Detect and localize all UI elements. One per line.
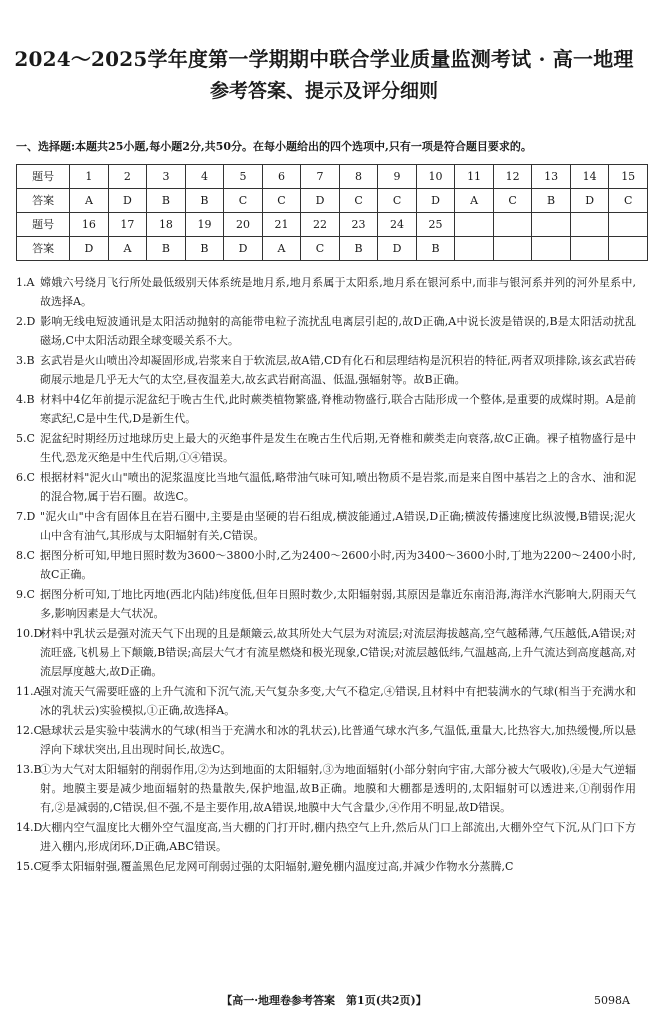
- question-answer-number: 3.B: [16, 354, 35, 367]
- paper-code: 5098A: [594, 994, 630, 1007]
- explanation-item: [16, 429, 636, 467]
- answer-table-cell: [532, 237, 571, 261]
- answer-table-cell: 18: [147, 213, 186, 237]
- answer-table-cell: C: [301, 237, 340, 261]
- answer-table-cell: 8: [339, 165, 378, 189]
- explanation-text: 嫦娥六号绕月飞行所处最低级别天体系统是地月系,地月系属于太阳系,地月系在银河系中,而非与银河系并列的河外星系中,故选择A。: [40, 276, 636, 308]
- question-answer-number: 2.D: [16, 315, 36, 328]
- question-answer-number: 13.B: [16, 763, 42, 776]
- question-answer-number: 6.C: [16, 471, 35, 484]
- answer-table-cell: C: [224, 189, 263, 213]
- page-footer: 【高一·地理卷参考答案 第1页(共2页)】: [221, 994, 427, 1007]
- question-answer-number: 11.A: [16, 685, 42, 698]
- question-answer-number: 1.A: [16, 276, 35, 289]
- answer-table-cell: [609, 237, 648, 261]
- answer-table-cell: D: [108, 189, 147, 213]
- answer-table-cell: 24: [378, 213, 417, 237]
- explanation-item: [16, 624, 636, 681]
- explanation-item: [16, 585, 636, 623]
- answer-table-cell: 17: [108, 213, 147, 237]
- answer-table-cell: 6: [262, 165, 301, 189]
- answer-table-cell: B: [532, 189, 571, 213]
- answer-table-cell: [570, 213, 609, 237]
- explanation-text: 泥盆纪时期经历过地球历史上最大的灭绝事件是发生在晚古生代后期,无脊椎和蕨类走向衰落,故C正确。裸子植物盛行是中生代,恐龙灭绝是中生代后期,①④错误。: [40, 432, 636, 464]
- explanation-text: 强对流天气需要旺盛的上升气流和下沉气流,天气复杂多变,大气不稳定,④错误,且材料中有把装满水的气球(相当于充满水和冰的乳状云)实验模拟,①正确,故选择A。: [40, 685, 636, 717]
- answer-table-cell: 1: [70, 165, 109, 189]
- answer-table-cell: [455, 237, 494, 261]
- answer-table-row: [17, 189, 648, 213]
- answer-table-cell: C: [378, 189, 417, 213]
- answer-table-cell: C: [339, 189, 378, 213]
- answer-table-cell: [609, 213, 648, 237]
- question-answer-number: 7.D: [16, 510, 36, 523]
- explanation-text: 据图分析可知,丁地比丙地(西北内陆)纬度低,但年日照时数少,太阳辐射弱,其原因是靠近东南沿海,海洋水汽影响大,阴雨天气多,影响因素是大气状况。: [40, 588, 636, 620]
- answer-table-cell: B: [185, 189, 224, 213]
- answer-table-cell: B: [185, 237, 224, 261]
- answer-table-cell: 13: [532, 165, 571, 189]
- answer-table-cell: [493, 237, 532, 261]
- explanation-text: 影响无线电短波通讯是太阳活动抛射的高能带电粒子流扰乱电离层引起的,故D正确,A中说长波是错误的,B是太阳活动扰乱磁场,C中太阳活动跟全球变暖关系不大。: [40, 315, 636, 347]
- explanation-item: [16, 818, 636, 856]
- explanation-text: 大棚内空气温度比大棚外空气温度高,当大棚的门打开时,棚内热空气上升,然后从门口上部流出,大棚外空气下沉,从门口下方进入棚内,形成闭环,D正确,ABC错误。: [40, 821, 636, 853]
- explanation-item: [16, 857, 636, 876]
- answer-table-cell: 11: [455, 165, 494, 189]
- answer-table-cell: B: [339, 237, 378, 261]
- answer-table-cell: D: [301, 189, 340, 213]
- answer-table-cell: 4: [185, 165, 224, 189]
- answer-table-cell: D: [378, 237, 417, 261]
- explanation-item: [16, 546, 636, 584]
- answer-table-cell: D: [224, 237, 263, 261]
- answer-table-row: [17, 237, 648, 261]
- answer-table-cell: C: [493, 189, 532, 213]
- answer-table-cell: A: [455, 189, 494, 213]
- answer-table-row-label: 题号: [17, 165, 70, 189]
- question-answer-number: 8.C: [16, 549, 35, 562]
- answer-table-cell: 5: [224, 165, 263, 189]
- answer-table-cell: [455, 213, 494, 237]
- answer-table-cell: 10: [416, 165, 455, 189]
- answer-table-cell: 16: [70, 213, 109, 237]
- answer-table-cell: B: [416, 237, 455, 261]
- question-answer-number: 10.D: [16, 627, 43, 640]
- explanation-item: [16, 468, 636, 506]
- explanation-text: 夏季太阳辐射强,覆盖黑色尼龙网可削弱过强的太阳辐射,避免棚内温度过高,并减少作物水分蒸腾,C: [40, 860, 514, 873]
- answer-table-cell: D: [570, 189, 609, 213]
- answer-table-cell: [493, 213, 532, 237]
- answer-table-cell: C: [609, 189, 648, 213]
- answer-table-cell: 12: [493, 165, 532, 189]
- explanation-item: [16, 682, 636, 720]
- explanation-item: [16, 760, 636, 817]
- question-answer-number: 4.B: [16, 393, 35, 406]
- question-answer-number: 15.C: [16, 860, 42, 873]
- answer-table-row: [17, 213, 648, 237]
- explanation-list: [16, 273, 636, 876]
- answer-table-cell: 9: [378, 165, 417, 189]
- explanation-text: 据图分析可知,甲地日照时数为3600～3800小时,乙为2400～2600小时,丙为3400～3600小时,丁地为2200～2400小时,故C正确。: [40, 549, 636, 581]
- page-subtitle: 参考答案、提示及评分细则: [209, 80, 438, 102]
- explanation-item: [16, 507, 636, 545]
- page-title: 2024～2025学年度第一学期期中联合学业质量监测考试 · 高一地理: [14, 47, 634, 71]
- answer-table-cell: B: [147, 237, 186, 261]
- answer-table-cell: [570, 237, 609, 261]
- answer-table-cell: 19: [185, 213, 224, 237]
- answer-table-cell: [532, 213, 571, 237]
- answer-table-cell: A: [262, 237, 301, 261]
- explanation-text: 悬球状云是实验中装满水的气球(相当于充满水和冰的乳状云),比普通气球水汽多,气温低,重量大,比热容大,加热缓慢,所以悬浮向下球状突出,且出现时间长,故选C。: [40, 724, 636, 756]
- answer-table-cell: 2: [108, 165, 147, 189]
- answer-table-cell: A: [108, 237, 147, 261]
- question-answer-number: 5.C: [16, 432, 35, 445]
- answer-table-cell: 20: [224, 213, 263, 237]
- explanation-item: [16, 351, 636, 389]
- answer-table-cell: 14: [570, 165, 609, 189]
- answer-table-cell: D: [416, 189, 455, 213]
- explanation-text: 材料中乳状云是强对流天气下出现的且是颠簸云,故其所处大气层为对流层;对流层海拔越高,空气越稀薄,气压越低,A错误;对流旺盛,飞机易上下颠簸,B错误;高层大气才有流星燃烧和极光现象,C错误;对流层越低纬,气温越高,上升气流达到高度越高,对流层厚度越大,故D正确。: [40, 627, 636, 678]
- section-heading: 一、选择题:本题共25小题,每小题2分,共50分。在每小题给出的四个选项中,只有一项是符合题目要求的。: [16, 140, 532, 153]
- explanation-text: "泥火山"中含有固体且在岩石圈中,主要是由坚硬的岩石组成,横波能通过,A错误,D正确;横波传播速度比纵波慢,B错误;泥火山中含有油气,其形成与太阳辐射有关,C错误。: [40, 510, 636, 542]
- answer-table-cell: 23: [339, 213, 378, 237]
- answer-table-cell: 22: [301, 213, 340, 237]
- answer-table-cell: 15: [609, 165, 648, 189]
- answer-table-cell: 7: [301, 165, 340, 189]
- question-answer-number: 12.C: [16, 724, 42, 737]
- question-answer-number: 14.D: [16, 821, 43, 834]
- answer-table-cell: D: [70, 237, 109, 261]
- explanation-item: [16, 273, 636, 311]
- explanation-text: ①为大气对太阳辐射的削弱作用,②为达到地面的太阳辐射,③为地面辐射(小部分射向宇宙,大部分被大气吸收),④是大气逆辐射。地膜主要是减少地面辐射的热量散失,保护地温,故B正确。地膜和大棚都是透明的,太阳辐射可以透进来,①削弱作用有,②是减弱的,C错误,但不强,不是主要作用,故A错误,地膜中大气含量少,④作用不明显,故D错误。: [40, 763, 636, 814]
- explanation-text: 根据材料"泥火山"喷出的泥浆温度比当地气温低,略带油气味可知,喷出物质不是岩浆,而是来自图中基岩之上的含水、油和泥的混合物,属于岩石圈。故选C。: [40, 471, 636, 503]
- answer-table-row: [17, 165, 648, 189]
- explanation-item: [16, 390, 636, 428]
- answer-table-cell: B: [147, 189, 186, 213]
- answer-table-cell: 21: [262, 213, 301, 237]
- answer-table-row-label: 答案: [17, 189, 70, 213]
- answer-table-cell: 25: [416, 213, 455, 237]
- explanation-item: [16, 721, 636, 759]
- explanation-text: 玄武岩是火山喷出冷却凝固形成,岩浆来自于软流层,故A错,CD有化石和层理结构是沉积岩的特征,两者双项排除,该玄武岩砖砌展示地是几乎无大气的太空,昼夜温差大,故玄武岩耐高温、低温,强辐射等。故B正确。: [40, 354, 636, 386]
- question-answer-number: 9.C: [16, 588, 35, 601]
- answer-table-row-label: 题号: [17, 213, 70, 237]
- answer-table-row-label: 答案: [17, 237, 70, 261]
- answer-table-cell: C: [262, 189, 301, 213]
- explanation-text: 材料中4亿年前提示泥盆纪于晚古生代,此时蕨类植物繁盛,脊椎动物盛行,联合古陆形成一个整体,是重要的成煤时期。A是前寒武纪,C是中生代,D是新生代。: [40, 393, 636, 425]
- explanation-item: [16, 312, 636, 350]
- answer-table-cell: A: [70, 189, 109, 213]
- answer-table-cell: 3: [147, 165, 186, 189]
- answer-table: [16, 164, 648, 261]
